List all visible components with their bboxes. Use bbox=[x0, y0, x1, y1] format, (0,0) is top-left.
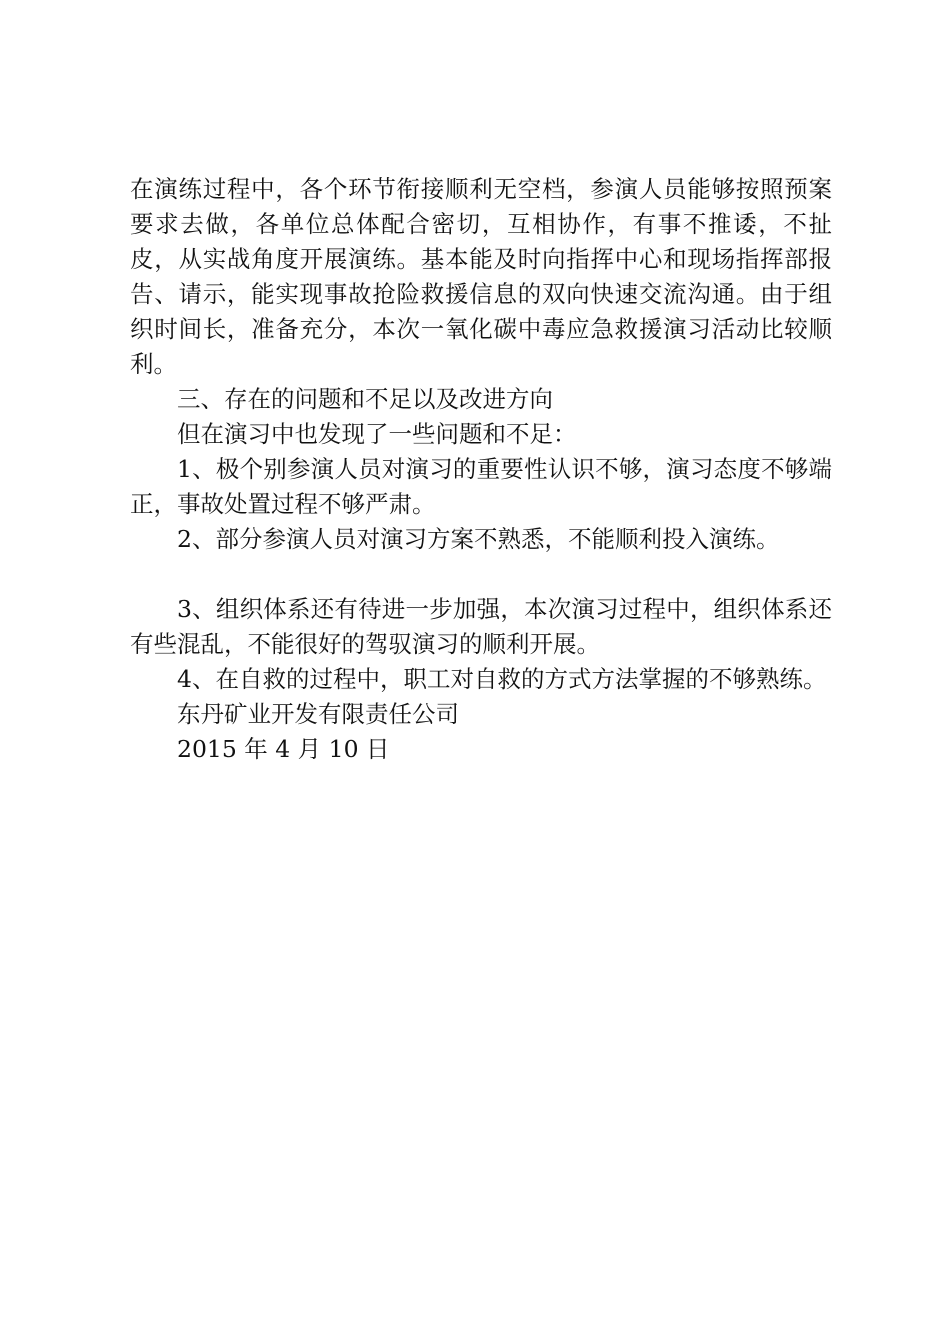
section-heading-problems: 三、存在的问题和不足以及改进方向 bbox=[177, 385, 553, 413]
list-item-problem-3: 3、组织体系还有待进一步加强，本次演习过程中，组织体系还有些混乱，不能很好的驾驭演习的顺利开展。 bbox=[130, 595, 832, 658]
list-item-problem-1: 1、极个别参演人员对演习的重要性认识不够，演习态度不够端正，事故处置过程不够严肃。 bbox=[130, 455, 832, 518]
list-item-problem-4: 4、在自救的过程中，职工对自救的方式方法掌握的不够熟练。 bbox=[177, 665, 827, 693]
signature-company: 东丹矿业开发有限责任公司 bbox=[177, 700, 459, 728]
blank-line bbox=[130, 557, 832, 592]
document-body bbox=[130, 172, 832, 767]
list-item-problem-2: 2、部分参演人员对演习方案不熟悉，不能顺利投入演练。 bbox=[177, 525, 780, 553]
signature-date: 2015 年 4 月 10 日 bbox=[177, 735, 390, 763]
paragraph-drill-summary: 在演练过程中，各个环节衔接顺利无空档，参演人员能够按照预案要求去做，各单位总体配合密切，互相协作，有事不推诿，不扯皮，从实战角度开展演练。基本能及时向指挥中心和现场指挥部报告、请示，能实现事故抢险救援信息的双向快速交流沟通。由于组织时间长，准备充分，本次一氧化碳中毒应急救援演习活动比较顺利。 bbox=[130, 175, 832, 378]
paragraph-problems-intro: 但在演习中也发现了一些问题和不足： bbox=[177, 420, 577, 448]
